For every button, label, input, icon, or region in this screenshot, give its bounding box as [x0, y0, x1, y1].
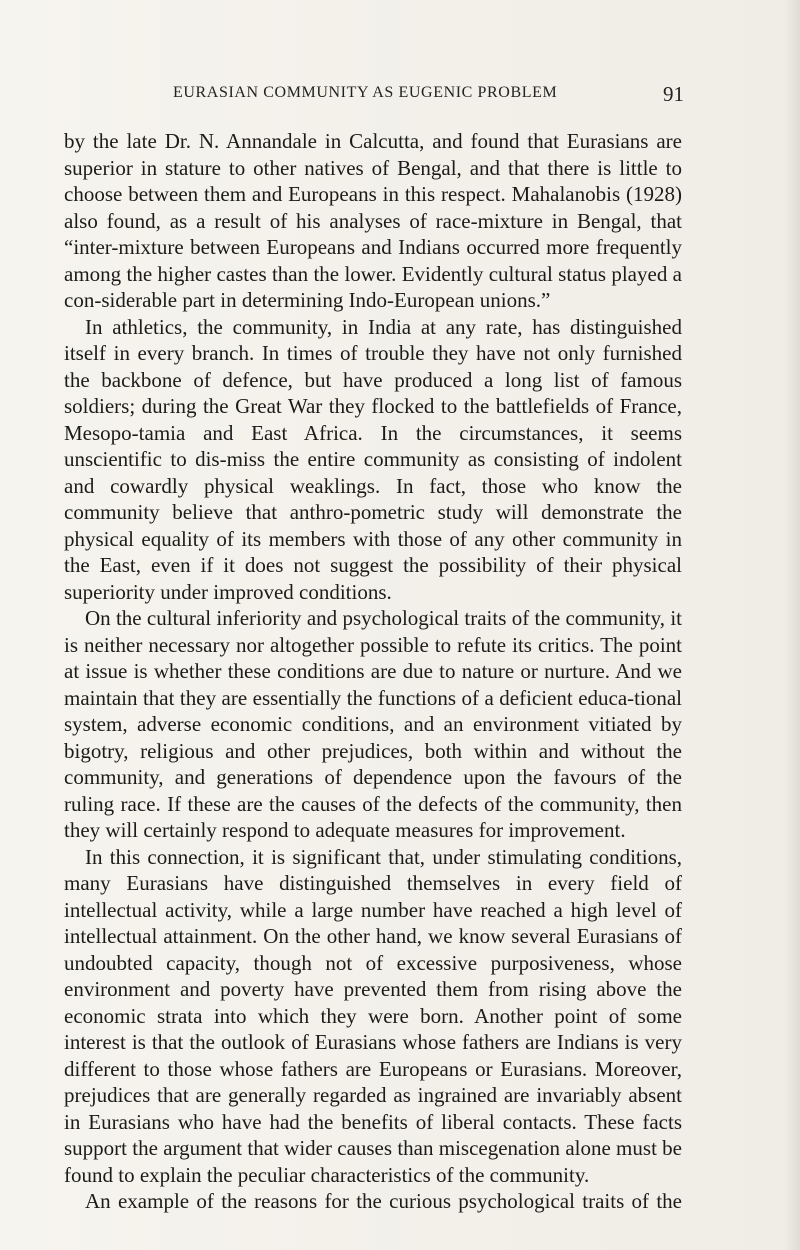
paragraph-1: by the late Dr. N. Annandale in Calcutta, and found that Eurasians are superior in stature to other natives of Bengal, and that there is little to choose between them and Europeans in this respect. Mahalanobis (1928) also found, as a result of his analyses of race-mixture in Bengal, that “inter-mixture between Europeans and Indians occurred more frequently among the higher castes than the lower. Evidently cultural status played a con-siderable part in determining Indo-European unions.”: [64, 129, 682, 312]
page-edge-shadow: [784, 0, 800, 1250]
body-text: [64, 128, 682, 1215]
paragraph-5: An example of the reasons for the curious psychological traits of the: [85, 1189, 682, 1213]
running-head-title: EURASIAN COMMUNITY AS EUGENIC PROBLEM: [173, 84, 558, 101]
page-number: 91: [663, 82, 684, 106]
paragraph-2: In athletics, the community, in India at any rate, has distinguished itself in every branch. In times of trouble they have not only furnished the backbone of defence, but have produced a long list of famous soldiers; during the Great War they flocked to the battlefields of France, Mesopo-tamia and East Africa. In the circumstances, it seems unscientific to dis-miss the entire community as consisting of indolent and cowardly physical weaklings. In fact, those who know the community believe that anthro-pometric study will demonstrate the physical equality of its members with those of any other community in the East, even if it does not suggest the possibility of their physical superiority under improved conditions.: [64, 314, 682, 604]
paragraph-3: On the cultural inferiority and psychological traits of the community, it is neither necessary nor altogether possible to refute its critics. The point at issue is whether these conditions are due to nature or nurture. And we maintain that they are essentially the functions of a deficient educa-tional system, adverse economic conditions, and an environment vitiated by bigotry, religious and other prejudices, both within and without the community, and generations of dependence upon the favours of the ruling race. If these are the causes of the defects of the community, then they will certainly respond to adequate measures for improvement.: [64, 606, 682, 842]
paragraph-4: In this connection, it is significant that, under stimulating conditions, many Eurasians have distinguished themselves in every field of intellectual activity, while a large number have reached a high level of intellectual attainment. On the other hand, we know several Eurasians of undoubted capacity, though not of excessive purposiveness, whose environment and poverty have prevented them from rising above the economic strata into which they were born. Another point of some interest is that the outlook of Eurasians whose fathers are Indians is very different to those whose fathers are Europeans or Eurasians. Moreover, prejudices that are generally regarded as ingrained are invariably absent in Eurasians who have had the benefits of liberal contacts. These facts support the argument that wider causes than miscegenation alone must be found to explain the peculiar characteristics of the community.: [64, 844, 682, 1187]
